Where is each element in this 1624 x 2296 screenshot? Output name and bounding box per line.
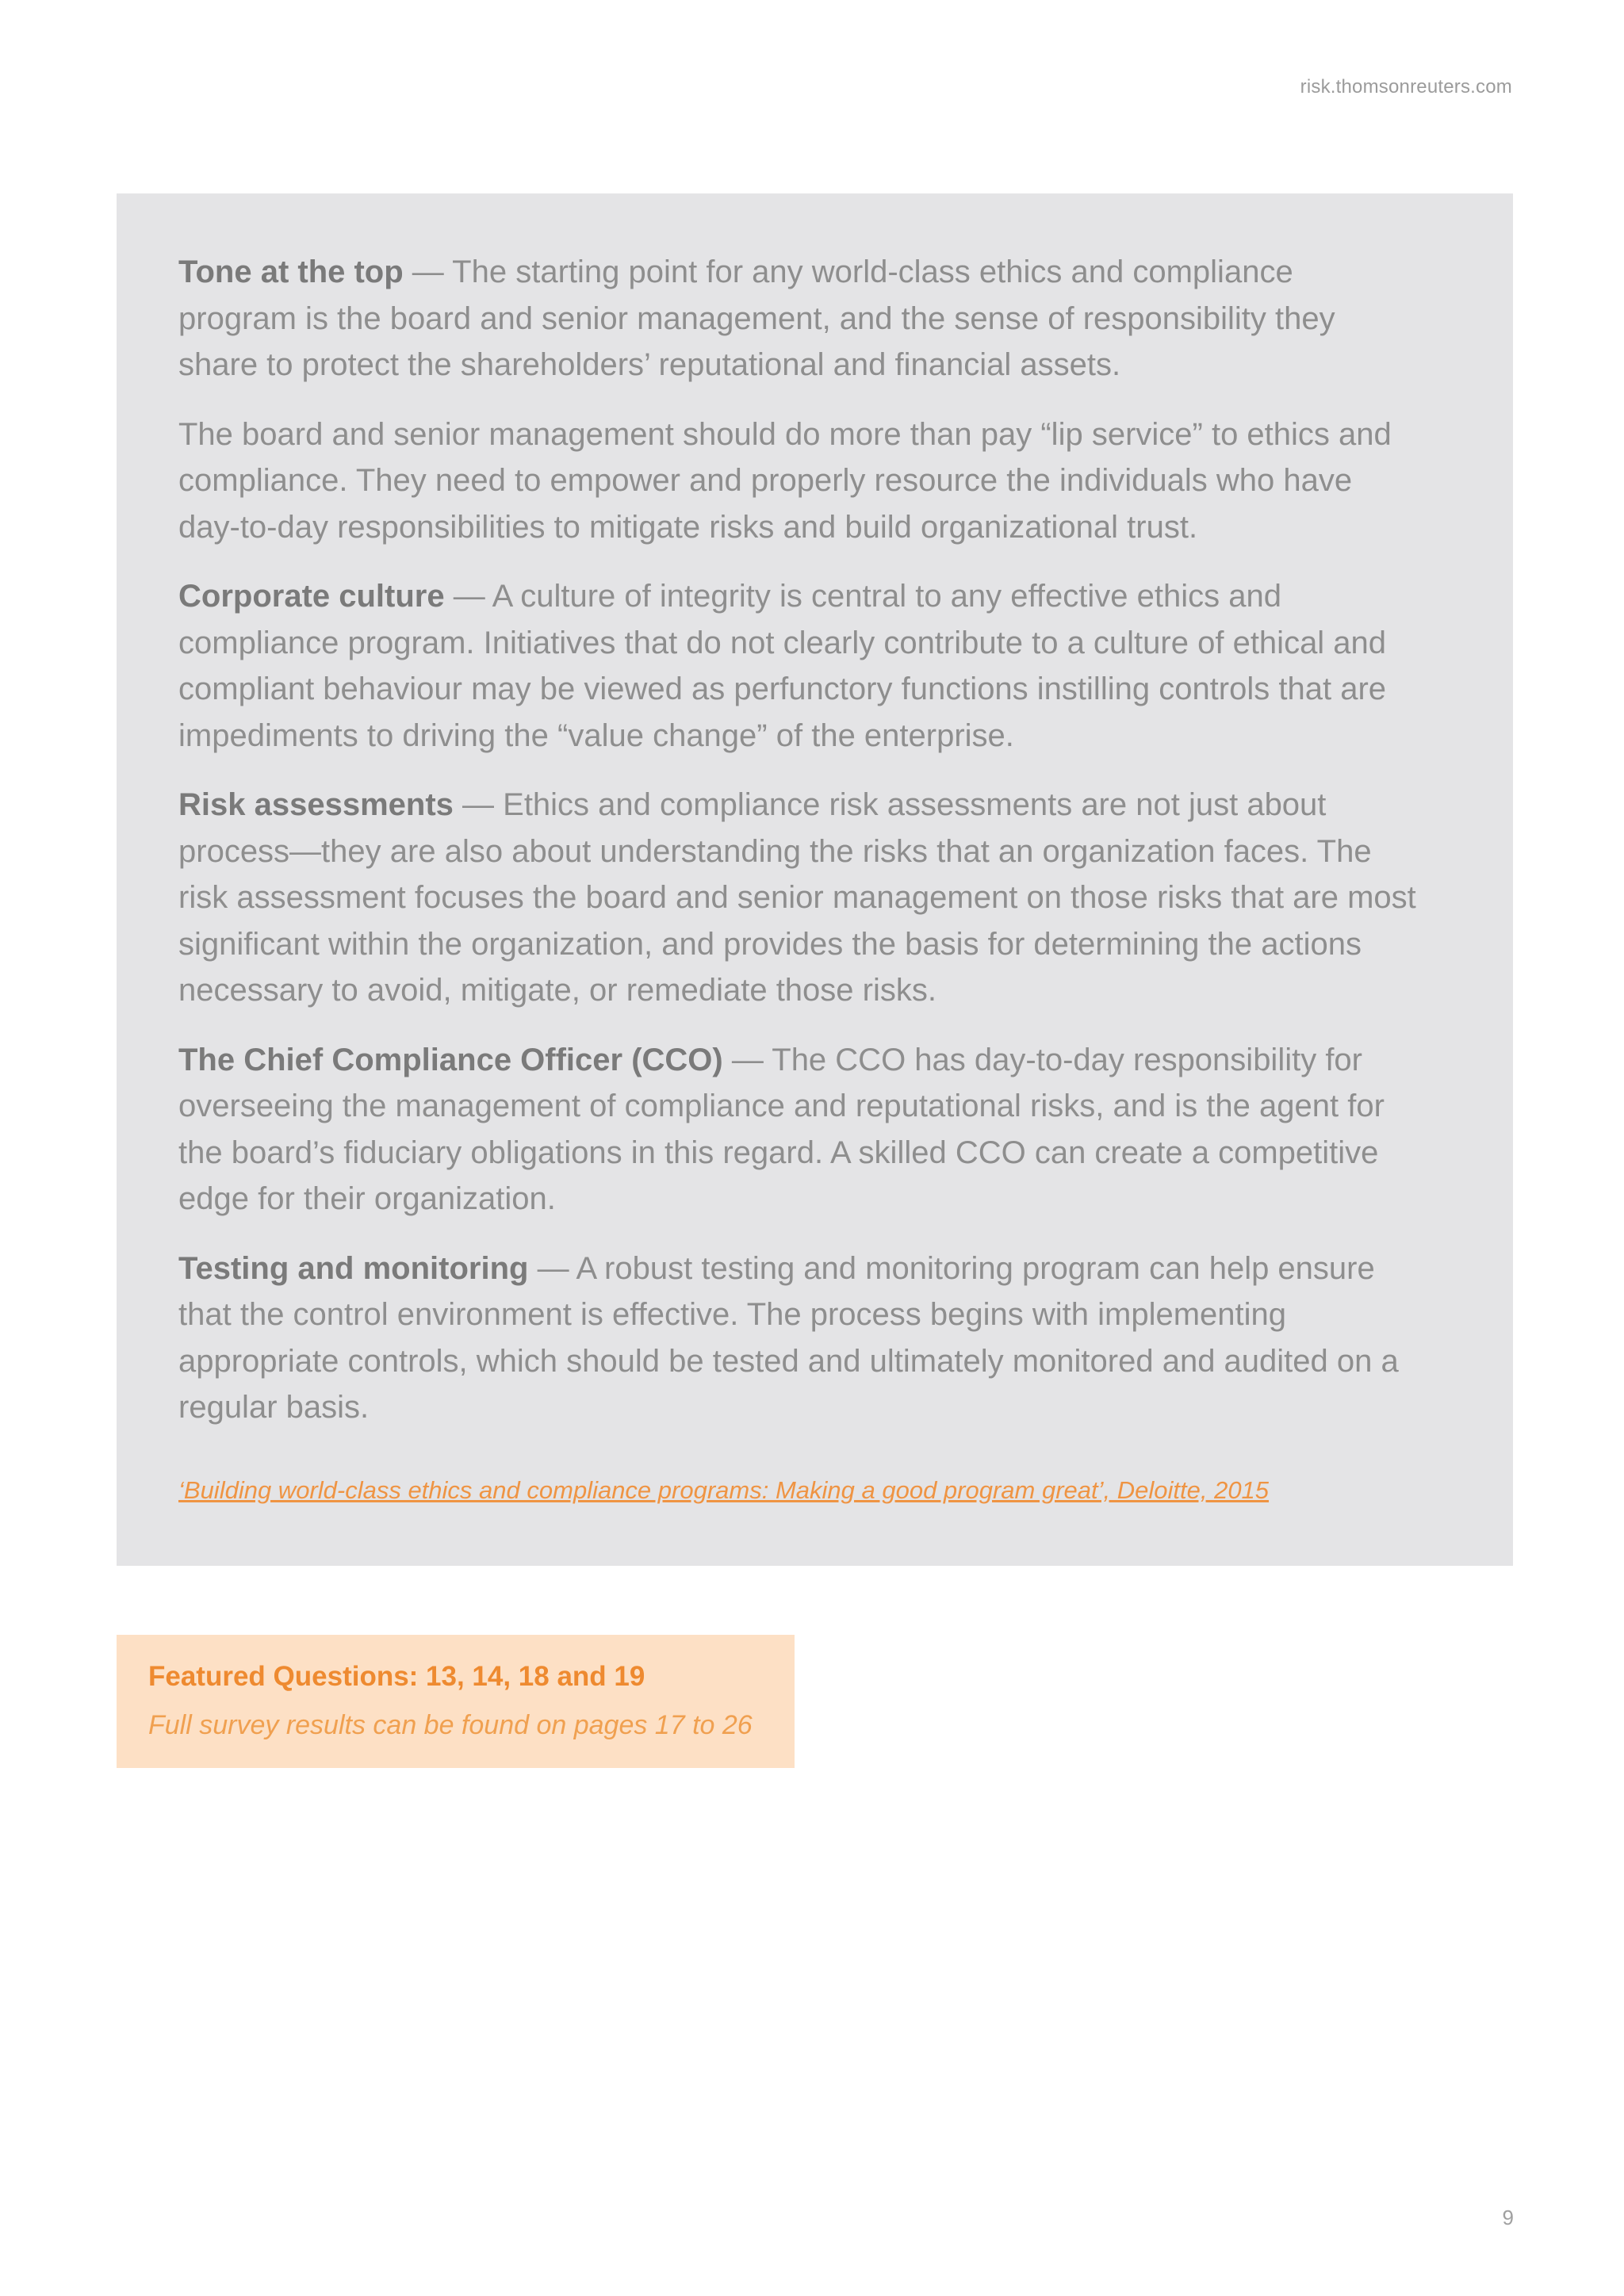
- term-corporate-culture: Corporate culture: [178, 579, 445, 614]
- quote-panel: [117, 193, 1513, 1566]
- paragraph-lip-service: [178, 411, 1418, 551]
- paragraph-testing-and-monitoring: [178, 1246, 1418, 1431]
- featured-questions-subtitle: Full survey results can be found on pages 17 to 26: [148, 1710, 753, 1740]
- featured-questions-title: Featured Questions: 13, 14, 18 and 19: [148, 1661, 645, 1692]
- paragraph-corporate-culture: [178, 573, 1418, 759]
- paragraph-text: — The starting point for any world-class ethics and compliance program is the board and senior management, and the sense of responsibility they share to protect the shareholders’ reputational and financial assets.: [178, 254, 1335, 382]
- term-testing-and-monitoring: Testing and monitoring: [178, 1250, 529, 1286]
- term-tone-at-the-top: Tone at the top: [178, 254, 404, 289]
- paragraph-text: The board and senior management should do more than pay “lip service” to ethics and compliance. They need to empower and properly resource the individuals who have day-to-day responsibilities to mitigate risks and build organizational trust.: [178, 416, 1392, 545]
- term-risk-assessments: Risk assessments: [178, 787, 454, 822]
- featured-questions-box: [117, 1635, 795, 1768]
- page-number: 9: [1502, 2206, 1514, 2229]
- paragraph-text: — A robust testing and monitoring program can help ensure that the control environment is effective. The process begins with implementing appropriate controls, which should be tested and ultimately monitored and audited on a regular basis.: [178, 1250, 1399, 1425]
- paragraph-text: — Ethics and compliance risk assessments are not just about process—they are also about understanding the risks that an organization faces. The risk assessment focuses the board and senior management on those risks that are most significant within the organization, and provides the basis for determining the actions necessary to avoid, mitigate, or remediate those risks.: [178, 787, 1416, 1008]
- paragraph-tone-at-the-top: [178, 249, 1418, 388]
- paragraph-text: — A culture of integrity is central to any effective ethics and compliance program. Initiatives that do not clearly contribute to a culture of ethical and compliant behaviour may be viewed as perfunctory functions instilling controls that are impediments to driving the “value change” of the enterprise.: [178, 579, 1387, 753]
- header-url: risk.thomsonreuters.com: [1300, 76, 1512, 98]
- term-cco: The Chief Compliance Officer (CCO): [178, 1042, 723, 1077]
- paragraph-risk-assessments: [178, 782, 1418, 1014]
- paragraph-text: — The CCO has day-to-day responsibility for overseeing the management of compliance and reputational risks, and is the agent for the board’s fiduciary obligations in this regard. A skilled CCO can create a competitive edge for their organization.: [178, 1042, 1385, 1216]
- paragraph-cco: [178, 1037, 1418, 1223]
- citation-link[interactable]: ‘Building world-class ethics and compliance programs: Making a good program great’, Deloitte, 2015: [178, 1475, 1270, 1504]
